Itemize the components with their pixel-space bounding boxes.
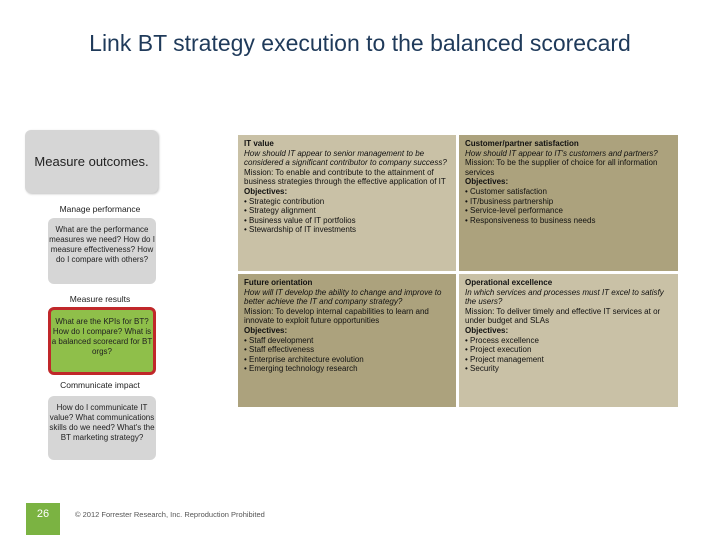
quadrant-heading: Future orientation	[244, 278, 313, 287]
objective-item: • Stewardship of IT investments	[244, 225, 450, 235]
objectives-label: Objectives:	[465, 177, 509, 187]
quadrant-mission: Mission: To enable and contribute to the attainment of business strategies through the effective application of IT	[244, 167, 446, 187]
objective-item: • Staff effectiveness	[244, 345, 450, 355]
quadrant-question: How should IT appear to senior management to be considered a significant contributor to company success?	[244, 148, 447, 168]
quadrant-question: How should IT appear to IT's customers and partners?	[465, 148, 658, 158]
measure-results-label: Measure results	[69, 294, 131, 304]
objective-item: • Emerging technology research	[244, 364, 450, 374]
quadrant-operational-excellence	[459, 274, 678, 407]
measure-results-card: What are the KPIs for BT? How do I compare? What is a balanced scorecard for BT orgs?	[48, 307, 156, 375]
objective-item: • Project execution	[465, 345, 672, 355]
quadrant-question: How will IT develop the ability to change and improve to better achieve the IT and company strategy?	[244, 287, 442, 307]
objective-item: • Strategic contribution	[244, 197, 450, 207]
objective-item: • Responsiveness to business needs	[465, 216, 672, 226]
objective-item: • Strategy alignment	[244, 206, 450, 216]
objective-item: • Customer satisfaction	[465, 187, 672, 197]
quadrant-future-orientation	[238, 274, 456, 407]
slide-title: Link BT strategy execution to the balanced scorecard	[89, 30, 631, 56]
objective-item: • Enterprise architecture evolution	[244, 355, 450, 365]
objectives-label: Objectives:	[244, 325, 288, 335]
manage-performance-label: Manage performance	[59, 204, 141, 214]
quadrant-customer-satisfaction	[459, 135, 678, 271]
quadrant-mission: Mission: To develop internal capabilities to learn and innovate to exploit future opportunities	[244, 306, 429, 326]
manage-performance-card: What are the performance measures we need? How do I measure effectiveness? How do I compare with others?	[48, 218, 156, 284]
objective-item: • Security	[465, 364, 672, 374]
quadrant-heading: IT value	[244, 139, 274, 148]
quadrant-it-value	[238, 135, 456, 271]
objective-item: • Staff development	[244, 336, 450, 346]
objective-item: • Process excellence	[465, 336, 672, 346]
communicate-impact-card: How do I communicate IT value? What communications skills do we need? What's the BT marketing strategy?	[48, 396, 156, 460]
page-number: 26	[26, 503, 60, 535]
objective-item: • IT/business partnership	[465, 197, 672, 207]
objectives-label: Objectives:	[465, 325, 509, 335]
quadrant-mission: Mission: To deliver timely and effective IT services at or under budget and SLAs	[465, 306, 661, 326]
quadrant-question: In which services and processes must IT excel to satisfy the users?	[465, 287, 664, 307]
measure-outcomes-card: Measure outcomes.	[25, 130, 158, 193]
balanced-scorecard	[238, 135, 678, 407]
quadrant-heading: Operational excellence	[465, 278, 553, 287]
quadrant-heading: Customer/partner satisfaction	[465, 139, 579, 148]
communicate-impact-label: Communicate impact	[60, 380, 140, 390]
quadrant-mission: Mission: To be the supplier of choice for all information services	[465, 158, 658, 177]
objective-item: • Service-level performance	[465, 206, 672, 216]
objective-item: • Project management	[465, 355, 672, 365]
copyright-footer: © 2012 Forrester Research, Inc. Reproduction Prohibited	[75, 510, 265, 519]
objectives-label: Objectives:	[244, 186, 288, 196]
objective-item: • Business value of IT portfolios	[244, 216, 450, 226]
